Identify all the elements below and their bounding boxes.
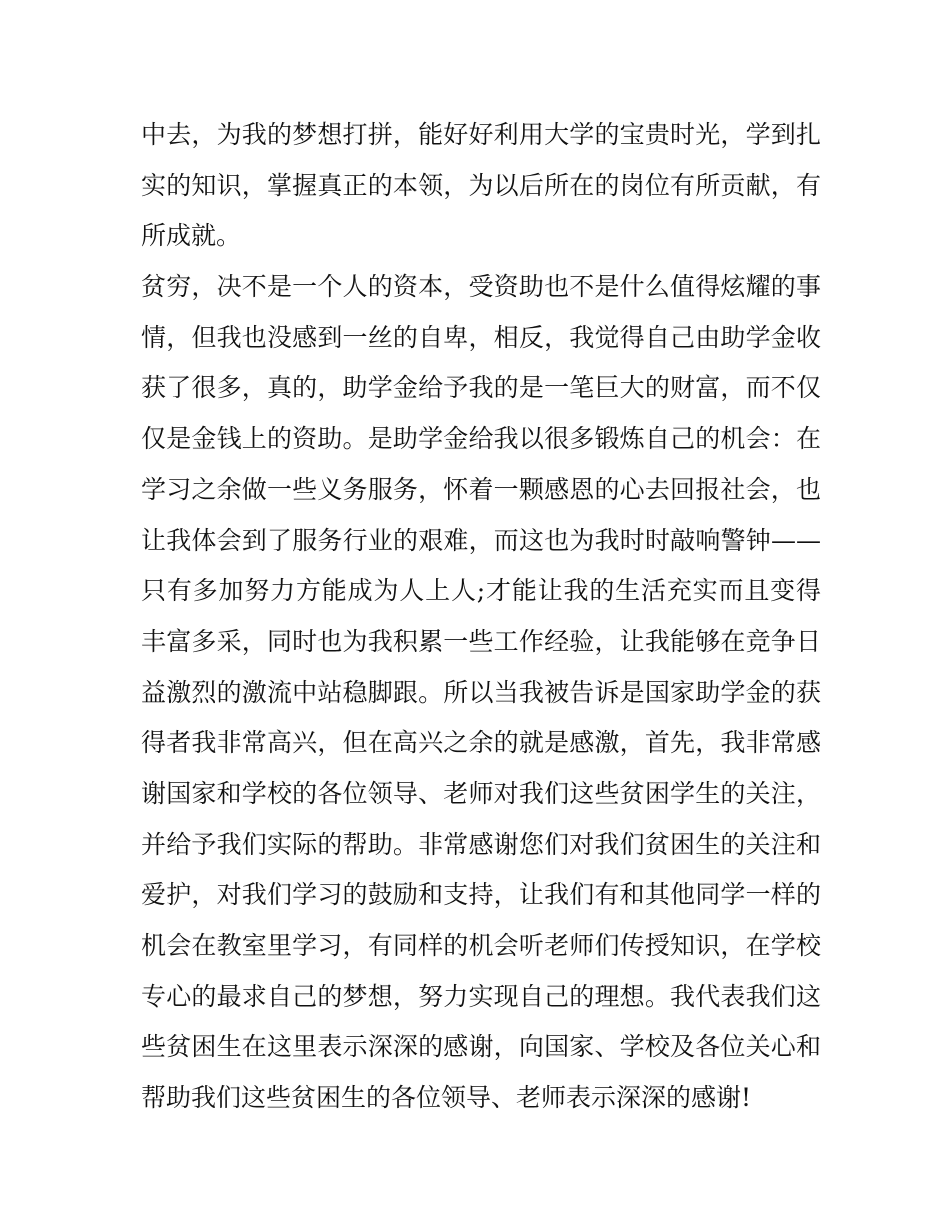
text-line: 学习之余做一些义务服务，怀着一颗感恩的心去回报社会，也 — [141, 474, 821, 504]
text-line: 丰富多采，同时也为我积累一些工作经验，让我能够在竞争日 — [141, 626, 821, 656]
text-line: 情，但我也没感到一丝的自卑，相反，我觉得自己由助学金收 — [141, 322, 821, 352]
text-line: 帮助我们这些贫困生的各位领导、老师表示深深的感谢! — [141, 1083, 752, 1113]
text-line: 实的知识，掌握真正的本领，为以后所在的岗位有所贡献，有 — [141, 170, 821, 200]
text-line: 爱护，对我们学习的鼓励和支持，让我们有和其他同学一样的 — [141, 880, 821, 910]
text-line: 贫穷，决不是一个人的资本，受资助也不是什么值得炫耀的事 — [141, 272, 821, 302]
text-line: 中去，为我的梦想打拼，能好好利用大学的宝贵时光，学到扎 — [141, 120, 821, 149]
text-line: 谢国家和学校的各位领导、老师对我们这些贫困学生的关注， — [141, 778, 821, 808]
text-line: 专心的最求自己的梦想，努力实现自己的理想。我代表我们这 — [141, 981, 821, 1011]
text-line: 益激烈的激流中站稳脚跟。所以当我被告诉是国家助学金的获 — [141, 677, 821, 707]
text-line: 让我体会到了服务行业的艰难，而这也为我时时敲响警钟—— — [141, 525, 821, 555]
text-line: 些贫困生在这里表示深深的感谢，向国家、学校及各位关心和 — [141, 1032, 821, 1062]
text-line: 获了很多，真的，助学金给予我的是一笔巨大的财富，而不仅 — [141, 373, 821, 403]
text-line: 仅是金钱上的资助。是助学金给我以很多锻炼自己的机会：在 — [141, 424, 821, 454]
body-text — [141, 110, 821, 1124]
text-line: 得者我非常高兴，但在高兴之余的就是感激，首先，我非常感 — [141, 728, 821, 758]
text-line: 机会在教室里学习，有同样的机会听老师们传授知识，在学校 — [141, 931, 821, 960]
text-line: 只有多加努力方能成为人上人;才能让我的生活充实而且变得 — [141, 576, 821, 606]
text-line: 所成就。 — [141, 221, 242, 251]
text-line: 并给予我们实际的帮助。非常感谢您们对我们贫困生的关注和 — [141, 829, 821, 859]
